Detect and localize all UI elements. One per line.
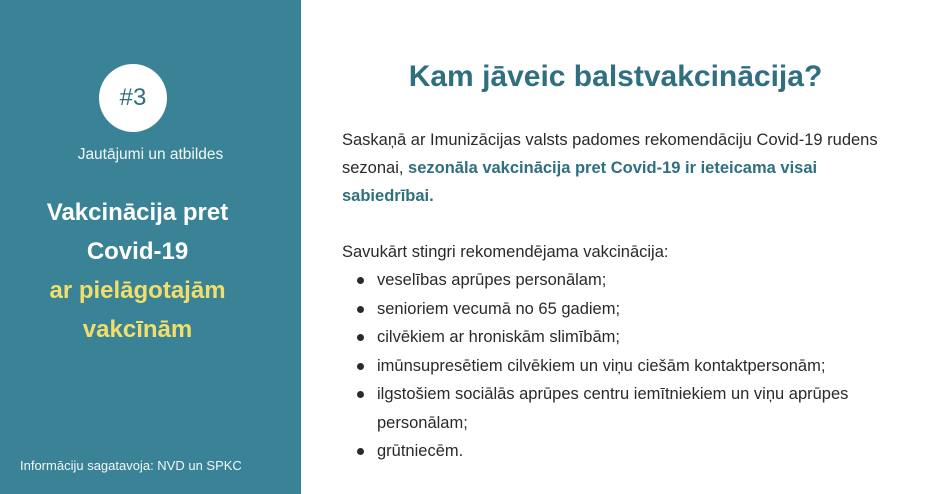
number-badge: #3	[99, 64, 167, 132]
list-item-text: cilvēkiem ar hroniskām slimībām;	[377, 328, 620, 346]
list-item	[342, 437, 922, 466]
page-title: Kam jāveic balstvakcinācija?	[408, 60, 823, 93]
sidebar-footer: Informāciju sagatavoja: NVD un SPKC	[20, 458, 242, 473]
list-item	[342, 323, 922, 352]
bullet-icon	[357, 391, 364, 398]
sidebar-title	[0, 193, 275, 349]
list-intro: Savukārt stingri rekomendējama vakcinācija:	[342, 243, 669, 261]
bullet-icon	[357, 363, 364, 370]
list-item	[342, 295, 922, 324]
list-item	[342, 380, 922, 437]
sidebar-title-highlight: vakcīnām	[82, 316, 193, 343]
bullet-icon	[357, 277, 364, 284]
intro-text: Saskaņā ar Imunizācijas valsts padomes rekomendāciju Covid-19 rudens sezonai,	[342, 131, 878, 177]
list-item-text: grūtniecēm.	[377, 442, 464, 460]
bullet-icon	[357, 334, 364, 341]
list-item	[342, 266, 922, 295]
sidebar-title-highlight: ar pielāgotajām	[49, 277, 226, 304]
recommendation-list	[342, 266, 922, 466]
intro-emphasis: sezonāla vakcinācija pret Covid-19 ir ieteicama visai sabiedrībai.	[342, 159, 818, 205]
list-item-text: senioriem vecumā no 65 gadiem;	[377, 299, 621, 318]
list-item	[342, 352, 922, 381]
bullet-icon	[357, 448, 364, 455]
bullet-icon	[357, 306, 364, 313]
sidebar	[0, 0, 301, 494]
list-item-text: imūnsupresētiem cilvēkiem un viņu ciešām kontaktpersonām;	[377, 356, 826, 375]
sidebar-title-line: Covid-19	[86, 238, 189, 265]
intro-paragraph	[342, 126, 912, 210]
sidebar-subtitle: Jautājumi un atbildes	[77, 146, 224, 163]
list-item-text: veselības aprūpes personālam;	[377, 271, 607, 289]
list-item-text: ilgstošiem sociālās aprūpes centru iemītniekiem un viņu aprūpes personālam;	[377, 385, 849, 432]
sidebar-title-line: Vakcinācija pret	[46, 199, 229, 226]
